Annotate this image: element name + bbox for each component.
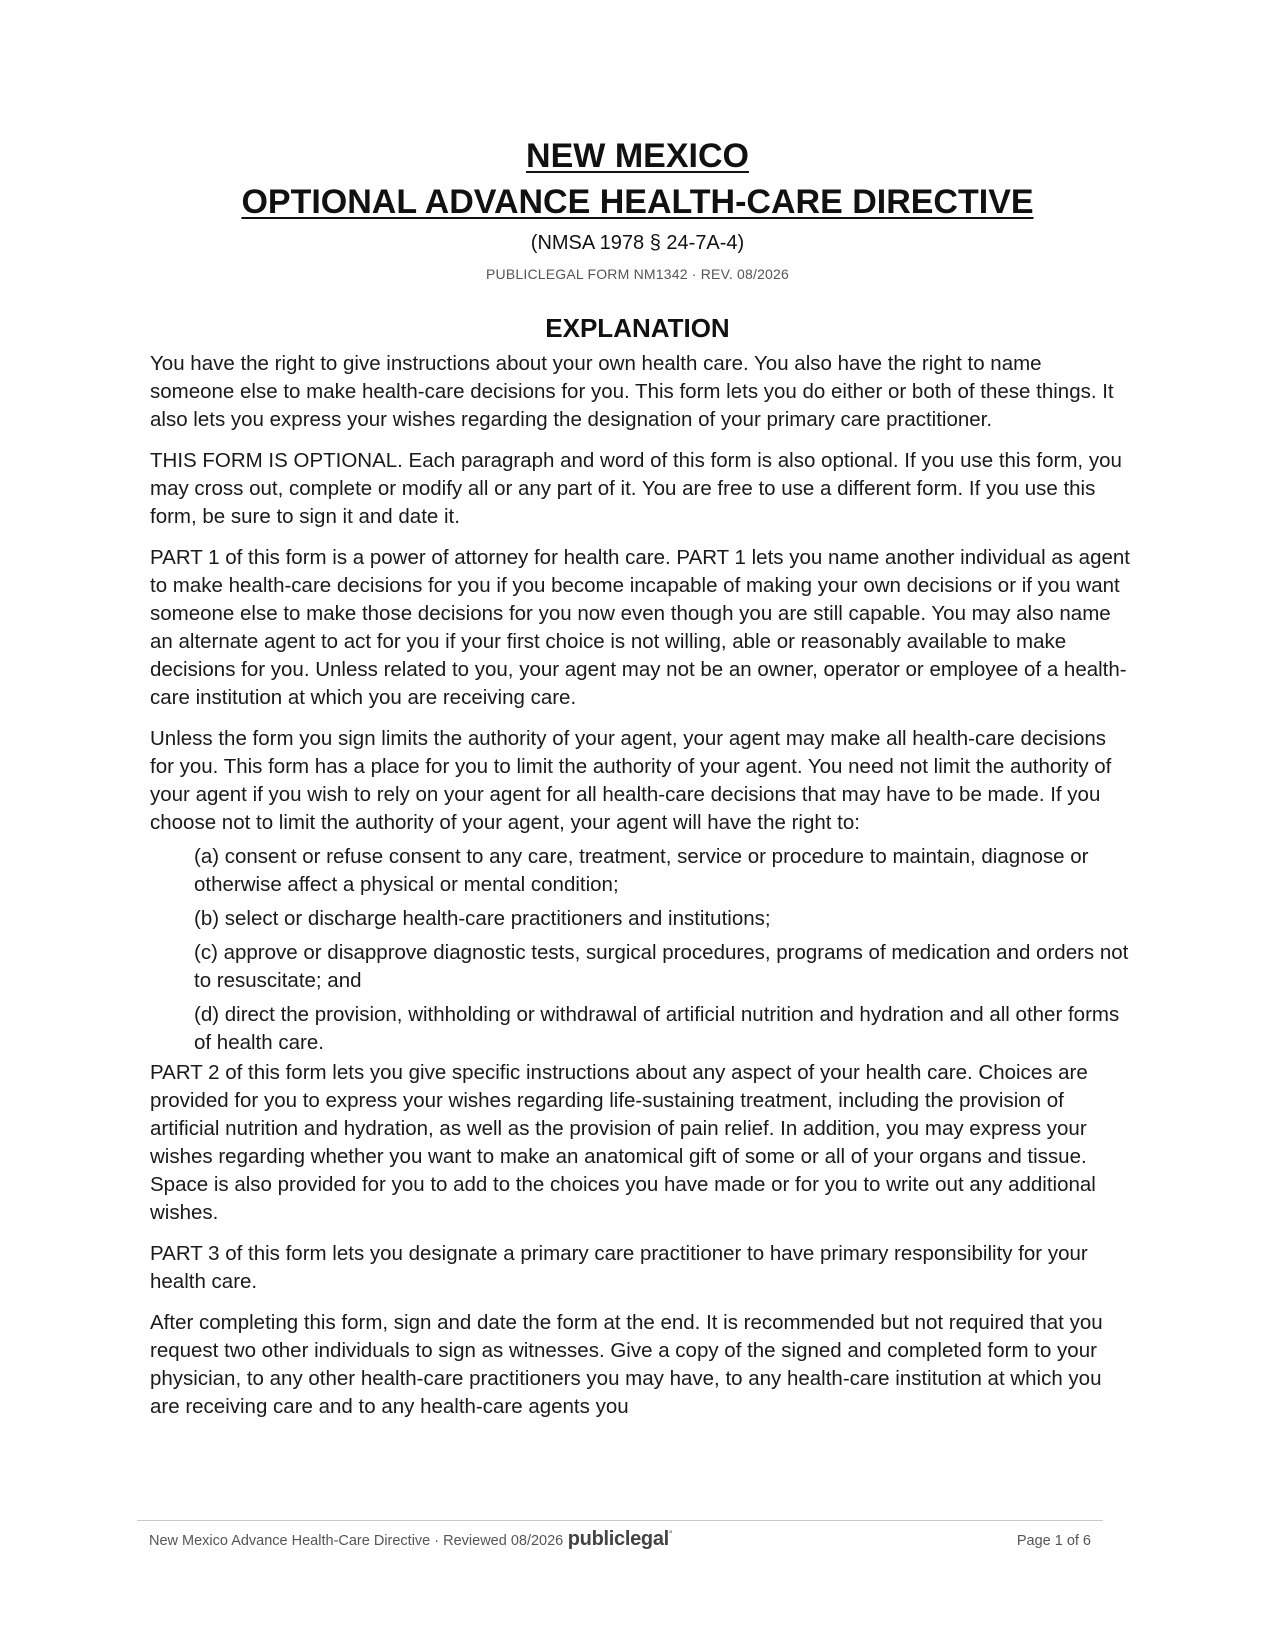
title-state: NEW MEXICO bbox=[526, 137, 749, 175]
section-heading-explanation: EXPLANATION bbox=[545, 313, 730, 343]
list-item: (b) select or discharge health-care practitioners and institutions; bbox=[194, 907, 771, 930]
paragraph-completing-form: After completing this form, sign and date the form at the end. It is recommended but not required that you request two other individuals to sign as witnesses. Give a copy of the signed and completed form to your physician, to any other health-care practitioners you may have, to any health-care institution at which you are receiving care and to any health-care agents you bbox=[150, 1311, 1103, 1418]
document-header bbox=[0, 133, 1275, 345]
paragraph-part-3: PART 3 of this form lets you designate a primary care practitioner to have primary responsibility for your health care. bbox=[150, 1242, 1088, 1293]
agent-rights-list bbox=[150, 843, 1130, 1057]
logo-mark: ° bbox=[668, 1529, 673, 1539]
page-footer bbox=[137, 1520, 1103, 1561]
paragraph-rights-intro: You have the right to give instructions about your own health care. You also have the right to name someone else to make health-care decisions for you. This form lets you do either or both of these things. It also lets you express your wishes regarding the designation of your primary care practitioner. bbox=[150, 352, 1114, 431]
form-number: PUBLICLEGAL FORM NM1342 · REV. 08/2026 bbox=[485, 266, 790, 282]
paragraph-agent-authority: Unless the form you sign limits the authority of your agent, your agent may make all health-care decisions for you. This form has a place for you to limit the authority of your agent. You need not limit the authority of your agent if you wish to rely on your agent for all health-care decisions that may have to be made. If you choose not to limit the authority of your agent, your agent will have the right to: bbox=[150, 727, 1112, 834]
footer-document-title: New Mexico Advance Health-Care Directive · Reviewed 08/2026 bbox=[149, 1533, 564, 1549]
paragraph-part-2: PART 2 of this form lets you give specific instructions about any aspect of your health care. Choices are provided for you to express your wishes regarding life-sustaining treatment, including the provision of artificial nutrition and hydration, as well as the provision of pain relief. In addition, you may express your wishes regarding whether you want to make an anatomical gift of some or all of your organs and tissue. Space is also provided for you to add to the choices you have made or for you to write out any additional wishes. bbox=[150, 1061, 1096, 1224]
list-item: (a) consent or refuse consent to any care, treatment, service or procedure to maintain, diagnose or otherwise affect a physical or mental condition; bbox=[194, 845, 1089, 896]
logo-text: publiclegal bbox=[567, 1528, 669, 1550]
publiclegal-logo bbox=[137, 1528, 1103, 1551]
page-number: Page 1 of 6 bbox=[1016, 1533, 1091, 1549]
list-item: (d) direct the provision, withholding or withdrawal of artificial nutrition and hydration and all other forms of health care. bbox=[194, 1003, 1120, 1054]
list-item: (c) approve or disapprove diagnostic tests, surgical procedures, programs of medication and orders not to resuscitate; and bbox=[194, 941, 1129, 992]
explanation-body bbox=[150, 350, 1130, 1434]
statute-citation: (NMSA 1978 § 24-7A-4) bbox=[530, 232, 745, 254]
title-form-name: OPTIONAL ADVANCE HEALTH-CARE DIRECTIVE bbox=[241, 183, 1034, 221]
paragraph-part-1: PART 1 of this form is a power of attorney for health care. PART 1 lets you name another individual as agent to make health-care decisions for you if you become incapable of making your own decisions or if you want someone else to make those decisions for you now even though you are still capable. You may also name an alternate agent to act for you if your first choice is not willing, able or reasonably available to make decisions for you. Unless related to you, your agent may not be an owner, operator or employee of a health-care institution at which you are receiving care. bbox=[150, 546, 1130, 709]
paragraph-optional-form: THIS FORM IS OPTIONAL. Each paragraph and word of this form is also optional. If you use this form, you may cross out, complete or modify all or any part of it. You are free to use a different form. If you use this form, be sure to sign it and date it. bbox=[150, 449, 1122, 528]
